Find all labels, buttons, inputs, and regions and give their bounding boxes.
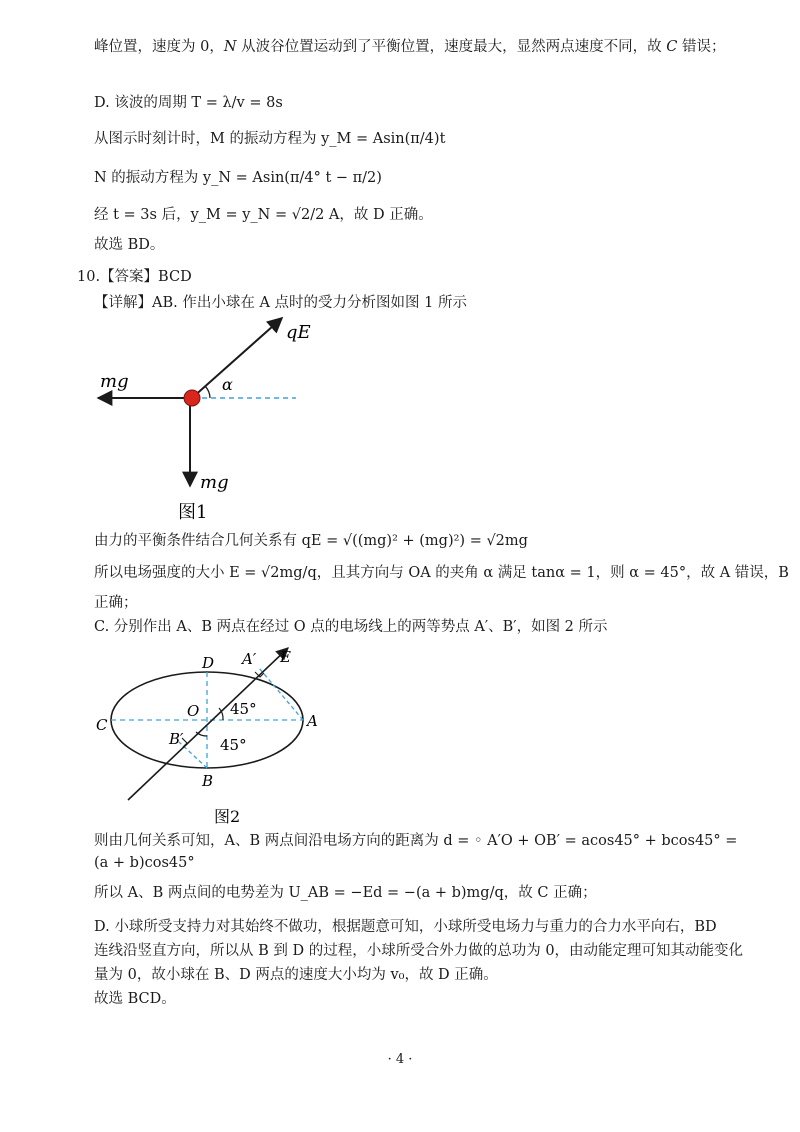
text-line: 峰位置，速度为 0，N 从波谷位置运动到了平衡位置，速度最大，显然两点速度不同，故 C 错误；: [94, 39, 726, 55]
label-a-prime: A′: [242, 650, 257, 668]
label-c: C: [96, 716, 108, 734]
angle-arc-2: [196, 732, 207, 736]
label-b: B: [202, 772, 214, 790]
ball: [184, 390, 200, 406]
distance-line: 则由几何关系可知，A、B 两点间沿电场方向的距离为 d = ◦ A′O + OB′ = acos45° + bcos45° =: [94, 833, 738, 849]
label-o: O: [187, 702, 200, 720]
field-strength-line: 所以电场强度的大小 E = √2mg/q，且其方向与 OA 的夹角 α 满足 tanα = 1，则 α = 45°，故 A 错误，B: [94, 565, 789, 581]
figure-2-caption: 图2: [214, 807, 241, 826]
alpha-arc: [205, 386, 210, 398]
balance-equation-line: 由力的平衡条件结合几何关系有 qE = √((mg)² + (mg)²) = √2mg: [94, 533, 528, 549]
a-projection-dashed: [259, 668, 303, 720]
text-line: 正确；: [94, 595, 138, 611]
part-d-line-2: 连线沿竖直方向，所以从 B 到 D 的过程，小球所受合外力做的总功为 0，由动能定理可知其动能变化: [94, 943, 744, 959]
page-number: · 4 ·: [387, 1052, 413, 1067]
mg-left-label: mg: [100, 371, 129, 392]
part-c-intro: C. 分别作出 A、B 两点在经过 O 点的电场线上的两等势点 A′、B′，如图 2 所示: [94, 619, 608, 635]
angle-label-1: 45°: [230, 700, 257, 718]
m-equation-line: 从图示时刻计时，M 的振动方程为 y_M = Asin(π/4)t: [94, 131, 446, 147]
label-e: E: [280, 648, 291, 666]
qe-label: qE: [286, 322, 311, 343]
label-d: D: [202, 654, 215, 672]
final-answer-line: 故选 BCD。: [94, 991, 176, 1007]
mg-down-label: mg: [200, 472, 229, 493]
question-answer-header: 10.【答案】BCD: [77, 269, 192, 285]
figure-1: [90, 310, 330, 525]
explanation-intro: 【详解】AB. 作出小球在 A 点时的受力分析图如图 1 所示: [94, 295, 467, 311]
alpha-label: α: [222, 375, 233, 394]
n-equation-line: N 的振动方程为 y_N = Asin(π/4° t − π/2): [94, 170, 382, 186]
result-line: 经 t = 3s 后，y_M = y_N = √2/2 A，故 D 正确。: [94, 207, 433, 223]
period-formula-line: D. 该波的周期 T = λ/v = 8s: [94, 95, 283, 111]
part-d-line-1: D. 小球所受支持力对其始终不做功，根据题意可知，小球所受电场力与重力的合力水平向右，BD: [94, 919, 717, 935]
potential-difference-line: 所以 A、B 两点间的电势差为 U_AB = −Ed = −(a + b)mg/q，故 C 正确；: [94, 885, 597, 901]
part-d-line-3: 量为 0，故小球在 B、D 两点的速度大小均为 v₀，故 D 正确。: [94, 967, 498, 983]
label-a: A: [307, 712, 318, 730]
figure-1-caption: 图1: [178, 502, 208, 523]
label-b-prime: B′: [169, 730, 184, 748]
distance-line-cont: (a + b)cos45°: [94, 855, 195, 871]
figure-2: [90, 638, 350, 828]
angle-label-2: 45°: [220, 736, 247, 754]
answer-line: 故选 BD。: [94, 237, 165, 253]
